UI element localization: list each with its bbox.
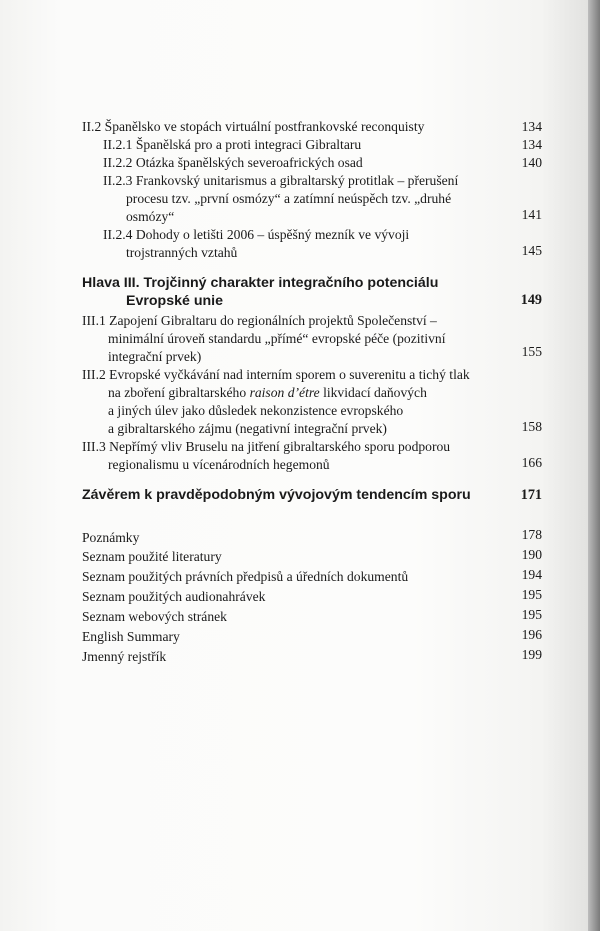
toc-entry-text: Seznam použitých audionahrávek [82,589,266,604]
toc-page-number: 158 [521,419,542,434]
toc-page-number: 145 [521,243,542,258]
toc-page-number: 141 [521,207,542,222]
toc-entry-text: III.3 Nepřímý vliv Bruselu na jitření gibraltarského sporu podporou [82,439,451,454]
italic-phrase: raison d’étre [249,385,320,400]
toc-entry-text: Jmenný rejstřík [82,649,167,664]
toc-entry-text: osmózy“ [126,209,175,224]
toc-entry-text-part: na zboření gibraltarského [108,385,247,400]
toc-page-number: 194 [521,567,542,582]
toc-entry-text: trojstranných vztahů [126,245,238,260]
toc-entry-text: Poznámky [82,530,140,545]
toc-entry-text: Seznam webových stránek [82,609,227,624]
toc-entry-text: integrační prvek) [108,349,202,364]
toc-page-number: 178 [521,527,542,542]
toc-page-number: 134 [521,119,542,134]
toc-entry-text: II.2 Španělsko ve stopách virtuální postfrankovské reconquisty [82,119,425,134]
toc-entry-text: regionalismu u vícenárodních hegemonů [108,457,330,472]
toc-page-number: 166 [521,455,542,470]
toc-page-number: 155 [521,344,542,359]
toc-page-number: 195 [521,607,542,622]
toc-entry-text: II.2.2 Otázka španělských severoafrických osad [103,155,363,170]
toc-page-number: 140 [521,155,542,170]
toc-entry-text: minimální úroveň standardu „přímé“ evropské péče (pozitivní [108,331,446,346]
toc-entry-text: a jiných úlev jako důsledek nekonzistence evropského [108,403,404,418]
chapter-heading: Evropské unie [126,293,223,309]
toc-entry-text: English Summary [82,629,180,644]
toc-page-number: 149 [520,292,542,308]
toc-page-number: 171 [520,487,542,503]
toc-entry-text: Seznam použité literatury [82,549,222,564]
toc-entry-text: II.2.1 Španělská pro a proti integraci Gibraltaru [103,137,362,152]
chapter-heading: Hlava III. Trojčinný charakter integračního potenciálu [82,275,439,291]
page-edge-shadow [588,0,600,931]
toc-entry-text: III.1 Zapojení Gibraltaru do regionálních projektů Společenství – [82,313,437,328]
chapter-heading: Závěrem k pravděpodobným vývojovým tendencím sporu [82,487,471,503]
toc-entry-text: a gibraltarského zájmu (negativní integrační prvek) [108,421,387,436]
toc-entry-text: III.2 Evropské vyčkávání nad interním sporem o suverenitu a tichý tlak [82,367,470,382]
toc-page-number: 190 [521,547,542,562]
toc-page-number: 195 [521,587,542,602]
toc-page-number: 134 [521,137,542,152]
toc-page-number: 199 [521,647,542,662]
toc-entry-text: procesu tzv. „první osmózy“ a zatímní neúspěch tzv. „druhé [126,191,452,206]
toc-entry-text: II.2.3 Frankovský unitarismus a gibraltarský protitlak – přerušení [103,173,459,188]
toc-entry-text: II.2.4 Dohody o letišti 2006 – úspěšný mezník ve vývoji [103,227,410,242]
toc-entry-text [108,385,427,401]
toc-entry-text: Seznam použitých právních předpisů a úředních dokumentů [82,569,409,584]
toc-page-number: 196 [521,627,542,642]
toc-entry-text-part: likvidací daňových [323,385,427,400]
